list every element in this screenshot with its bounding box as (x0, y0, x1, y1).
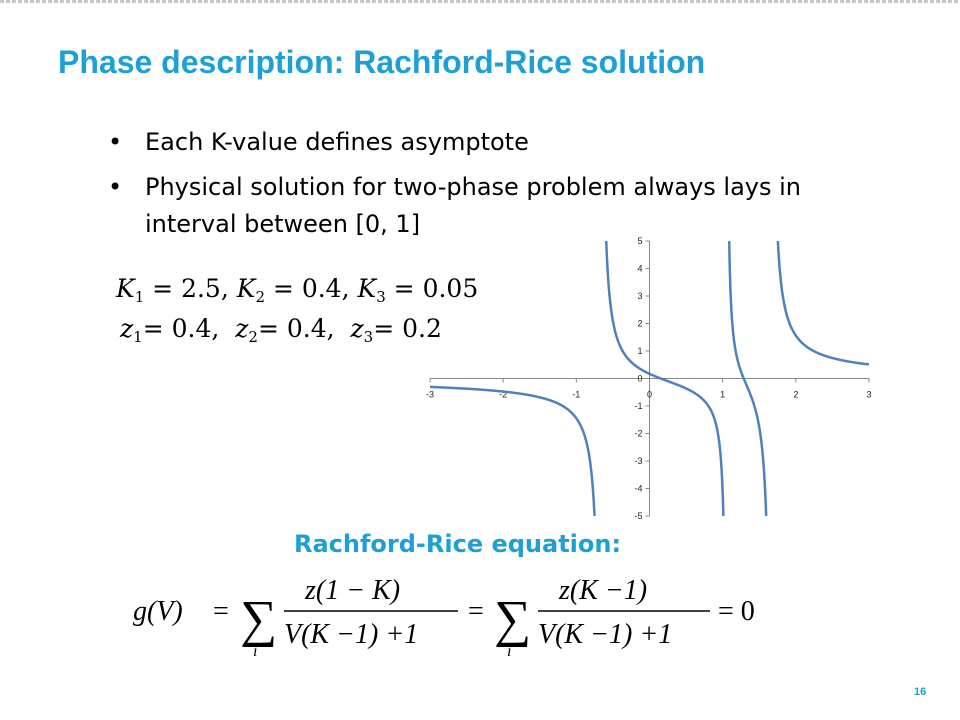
x-tick-label: -2 (499, 389, 508, 400)
k2-value: 0.4 (301, 274, 342, 303)
z-values-line: $z_1= 0.4$, $z_2= 0.4$, $z_3= 0.2$ (120, 314, 442, 346)
z2-value: 0.4 (286, 314, 327, 343)
x-tick-label: 0 (646, 389, 653, 400)
y-tick-label: 3 (637, 291, 643, 301)
x-tick-label: -3 (425, 389, 435, 400)
slide-title: Phase description: Rachford-Rice solution (58, 44, 706, 80)
y-tick-label: -4 (634, 483, 643, 494)
page-number: 16 (914, 686, 927, 698)
z1-value: 0.4 (171, 314, 212, 343)
sum-index-1: i (253, 643, 258, 660)
y-tick-label: -3 (634, 456, 643, 466)
bullet-dot: • (108, 128, 123, 156)
y-tick-label: 4 (637, 263, 643, 274)
y-tick-label: -1 (634, 401, 643, 411)
y-tick-label: -5 (634, 511, 643, 521)
fraction-1-numerator: z(1 − K) (305, 575, 401, 606)
x-tick-label: 2 (793, 389, 799, 400)
sum-symbol-2: ∑ (494, 591, 532, 648)
z3-value: 0.2 (402, 314, 442, 343)
y-tick-label: 0 (637, 373, 643, 384)
k3-value: 0.05 (422, 274, 479, 303)
y-tick-label: -2 (634, 428, 643, 439)
fraction-2-denominator: V(K −1) +1 (538, 619, 673, 650)
x-tick-label: 1 (720, 389, 726, 400)
y-tick-label: 1 (637, 346, 643, 356)
x-tick-label: -1 (572, 389, 581, 400)
x-tick-label: 3 (866, 389, 872, 400)
equation-rhs: = 0 (718, 596, 755, 627)
sum-index-2: i (507, 643, 512, 660)
y-tick-label: 2 (637, 318, 643, 329)
k-values-line: $K_1 = 2.5$, $K_2 = 0.4$, $K_3 = 0.05$ (116, 274, 479, 306)
y-tick-label: 5 (637, 236, 643, 246)
equation-label: Rachford-Rice equation: (294, 530, 622, 558)
bullet-dot: • (108, 173, 123, 201)
k1-value: 2.5 (181, 274, 221, 303)
bullet-text: Each K-value defines asymptote (145, 128, 529, 156)
fraction-1-denominator: V(K −1) +1 (284, 619, 419, 650)
equation-equals-1: = (213, 596, 229, 627)
equation-lhs: g(V) (133, 596, 183, 627)
sum-symbol-1: ∑ (240, 591, 278, 648)
fraction-2-numerator: z(K −1) (559, 575, 648, 606)
equation-equals-2: = (468, 596, 484, 627)
bullet-text: Physical solution for two-phase problem always lays in interval between [0, 1] (145, 173, 802, 238)
